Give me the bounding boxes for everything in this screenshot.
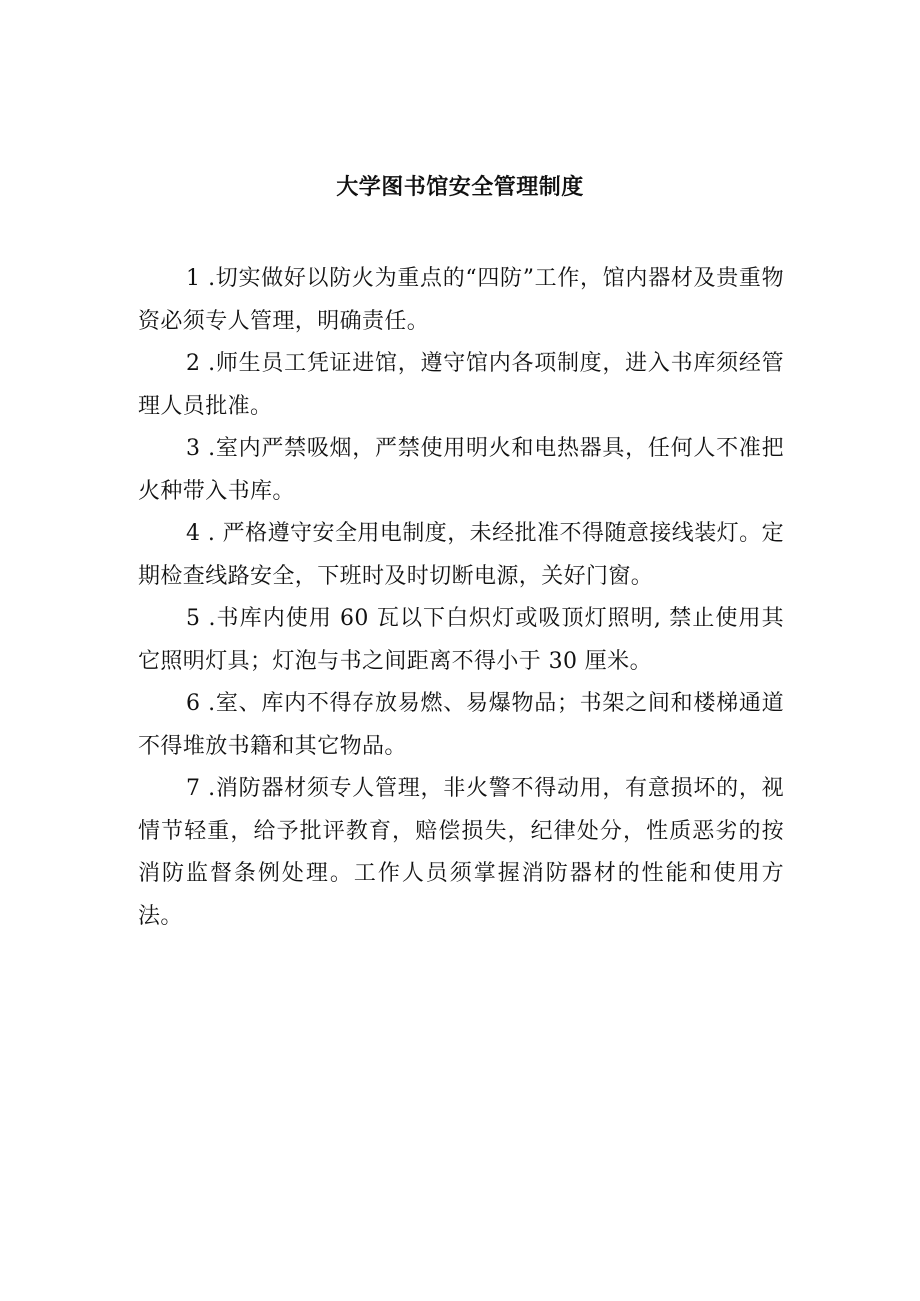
- document-body: [138, 258, 784, 938]
- rule-paragraph-1: 1 .切实做好以防火为重点的“四防”工作，馆内器材及贵重物资必须专人管理，明确责任。: [138, 266, 784, 334]
- rule-paragraph-4: 4 . 严格遵守安全用电制度，未经批准不得随意接线装灯。定期检查线路安全，下班时及时切断电源，关好门窗。: [138, 521, 784, 589]
- rule-paragraph-3: 3 .室内严禁吸烟，严禁使用明火和电热器具，任何人不准把火种带入书库。: [138, 436, 784, 504]
- rule-paragraph-5: 5 .书库内使用 60 瓦以下白炽灯或吸顶灯照明, 禁止使用其它照明灯具；灯泡与书之间距离不得小于 30 厘米。: [138, 606, 784, 674]
- rule-paragraph-7: 7 .消防器材须专人管理，非火警不得动用，有意损坏的，视情节轻重，给予批评教育，赔偿损失，纪律处分，性质恶劣的按消防监督条例处理。工作人员须掌握消防器材的性能和使用方法。: [138, 776, 784, 929]
- rule-paragraph-2: 2 .师生员工凭证进馆，遵守馆内各项制度，进入书库须经管理人员批准。: [138, 351, 784, 419]
- document-title: 大学图书馆安全管理制度: [336, 175, 584, 200]
- rule-paragraph-6: 6 .室、库内不得存放易燃、易爆物品；书架之间和楼梯通道不得堆放书籍和其它物品。: [138, 691, 784, 759]
